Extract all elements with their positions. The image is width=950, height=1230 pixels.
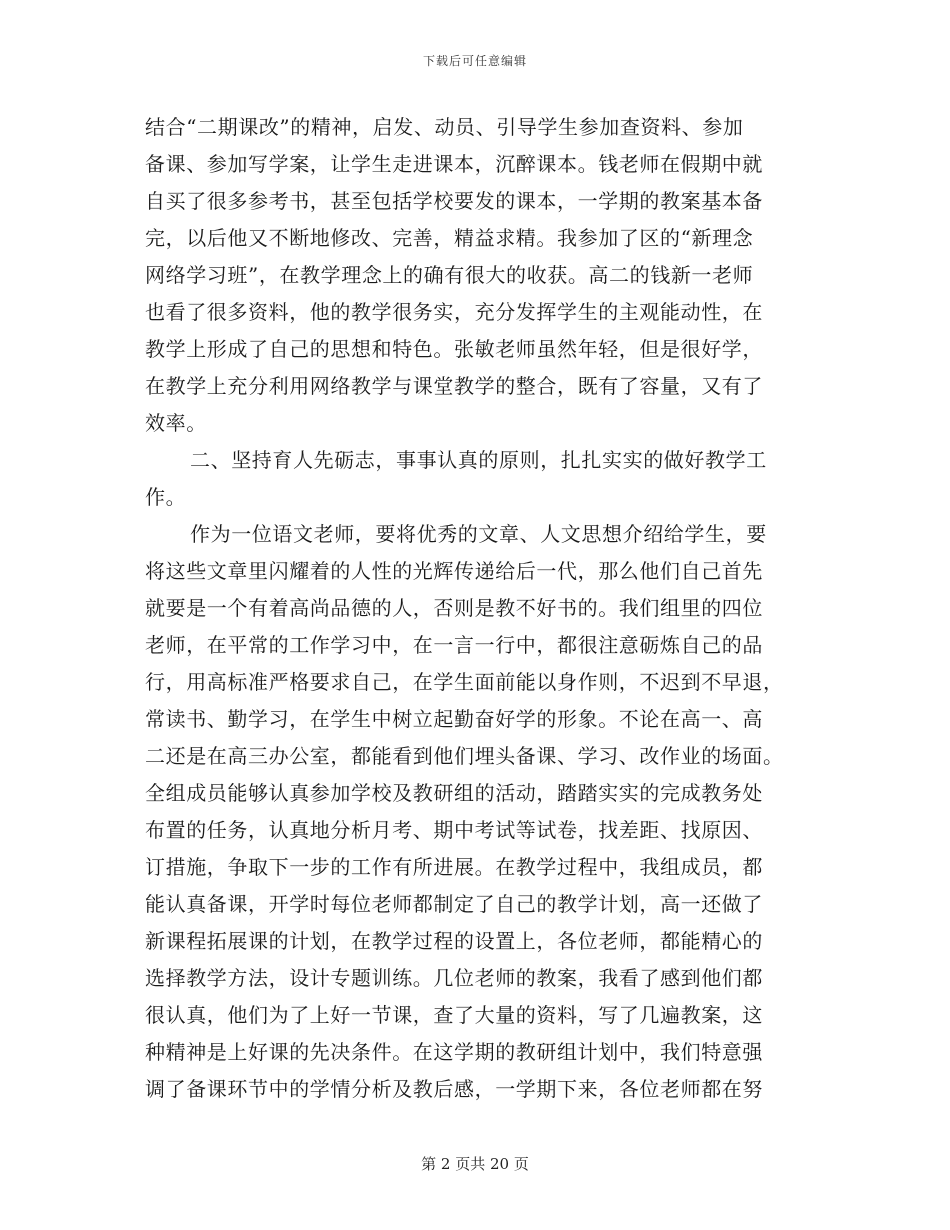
text-line: 效率。 (145, 411, 207, 435)
text-line: 订措施，争取下一步的工作有所进展。在教学过程中，我组成员，都 (145, 855, 763, 879)
text-line: 能认真备课，开学时每位老师都制定了自己的教学计划，高一还做了 (145, 892, 763, 916)
text-line: 老师，在平常的工作学习中，在一言一行中，都很注意砺炼自己的品 (145, 633, 763, 657)
text-line: 种精神是上好课的先决条件。在这学期的教研组计划中，我们特意强 (145, 1040, 763, 1064)
text-line: 二还是在高三办公室，都能看到他们埋头备课、学习、改作业的场面。 (145, 744, 784, 768)
text-line: 将这些文章里闪耀着的人性的光辉传递给后一代，那么他们自己首先 (145, 559, 763, 583)
text-line: 常读书、勤学习，在学生中树立起勤奋好学的形象。不论在高一、高 (145, 707, 763, 731)
text-line: 自买了很多参考书，甚至包括学校要发的课本，一学期的教案基本备 (145, 189, 763, 213)
text-line: 布置的任务，认真地分析月考、期中考试等试卷，找差距、找原因、 (145, 818, 763, 842)
text-line: 结合“二期课改”的精神，启发、动员、引导学生参加查资料、参加 (145, 115, 744, 139)
text-line: 很认真，他们为了上好一节课，查了大量的资料，写了几遍教案，这 (145, 1003, 763, 1027)
text-line: 选择教学方法，设计专题训练。几位老师的教案，我看了感到他们都 (145, 966, 763, 990)
page-header: 下载后可任意编辑 (422, 54, 527, 68)
section-heading: 二、坚持育人先砺志，事事认真的原则，扎扎实实的做好教学工 (190, 448, 767, 472)
text-line: 在教学上充分利用网络教学与课堂教学的整合，既有了容量，又有了 (145, 374, 763, 398)
paragraph-start: 作为一位语文老师，要将优秀的文章、人文思想介绍给学生，要 (190, 522, 767, 546)
text-line: 备课、参加写学案，让学生走进课本，沉醉课本。钱老师在假期中就 (145, 152, 763, 176)
text-line: 完，以后他又不断地修改、完善，精益求精。我参加了区的“新理念 (145, 226, 754, 250)
document-body (145, 109, 805, 1108)
text-line: 新课程拓展课的计划，在教学过程的设置上，各位老师，都能精心的 (145, 929, 763, 953)
text-line: 也看了很多资料，他的教学很务实，充分发挥学生的主观能动性，在 (145, 300, 763, 324)
page-number: 第 2 页共 20 页 (421, 1155, 529, 1173)
text-line: 全组成员能够认真参加学校及教研组的活动，踏踏实实的完成教务处 (145, 781, 763, 805)
text-line: 行，用高标准严格要求自己，在学生面前能以身作则，不迟到不早退， (145, 670, 784, 694)
text-line: 网络学习班”，在教学理念上的确有很大的收获。高二的钱新一老师 (145, 263, 754, 287)
text-line: 教学上形成了自己的思想和特色。张敏老师虽然年轻，但是很好学， (145, 337, 763, 361)
text-line: 调了备课环节中的学情分析及教后感，一学期下来，各位老师都在努 (145, 1077, 763, 1101)
text-line: 就要是一个有着高尚品德的人，否则是教不好书的。我们组里的四位 (145, 596, 763, 620)
text-line: 作。 (145, 485, 187, 509)
